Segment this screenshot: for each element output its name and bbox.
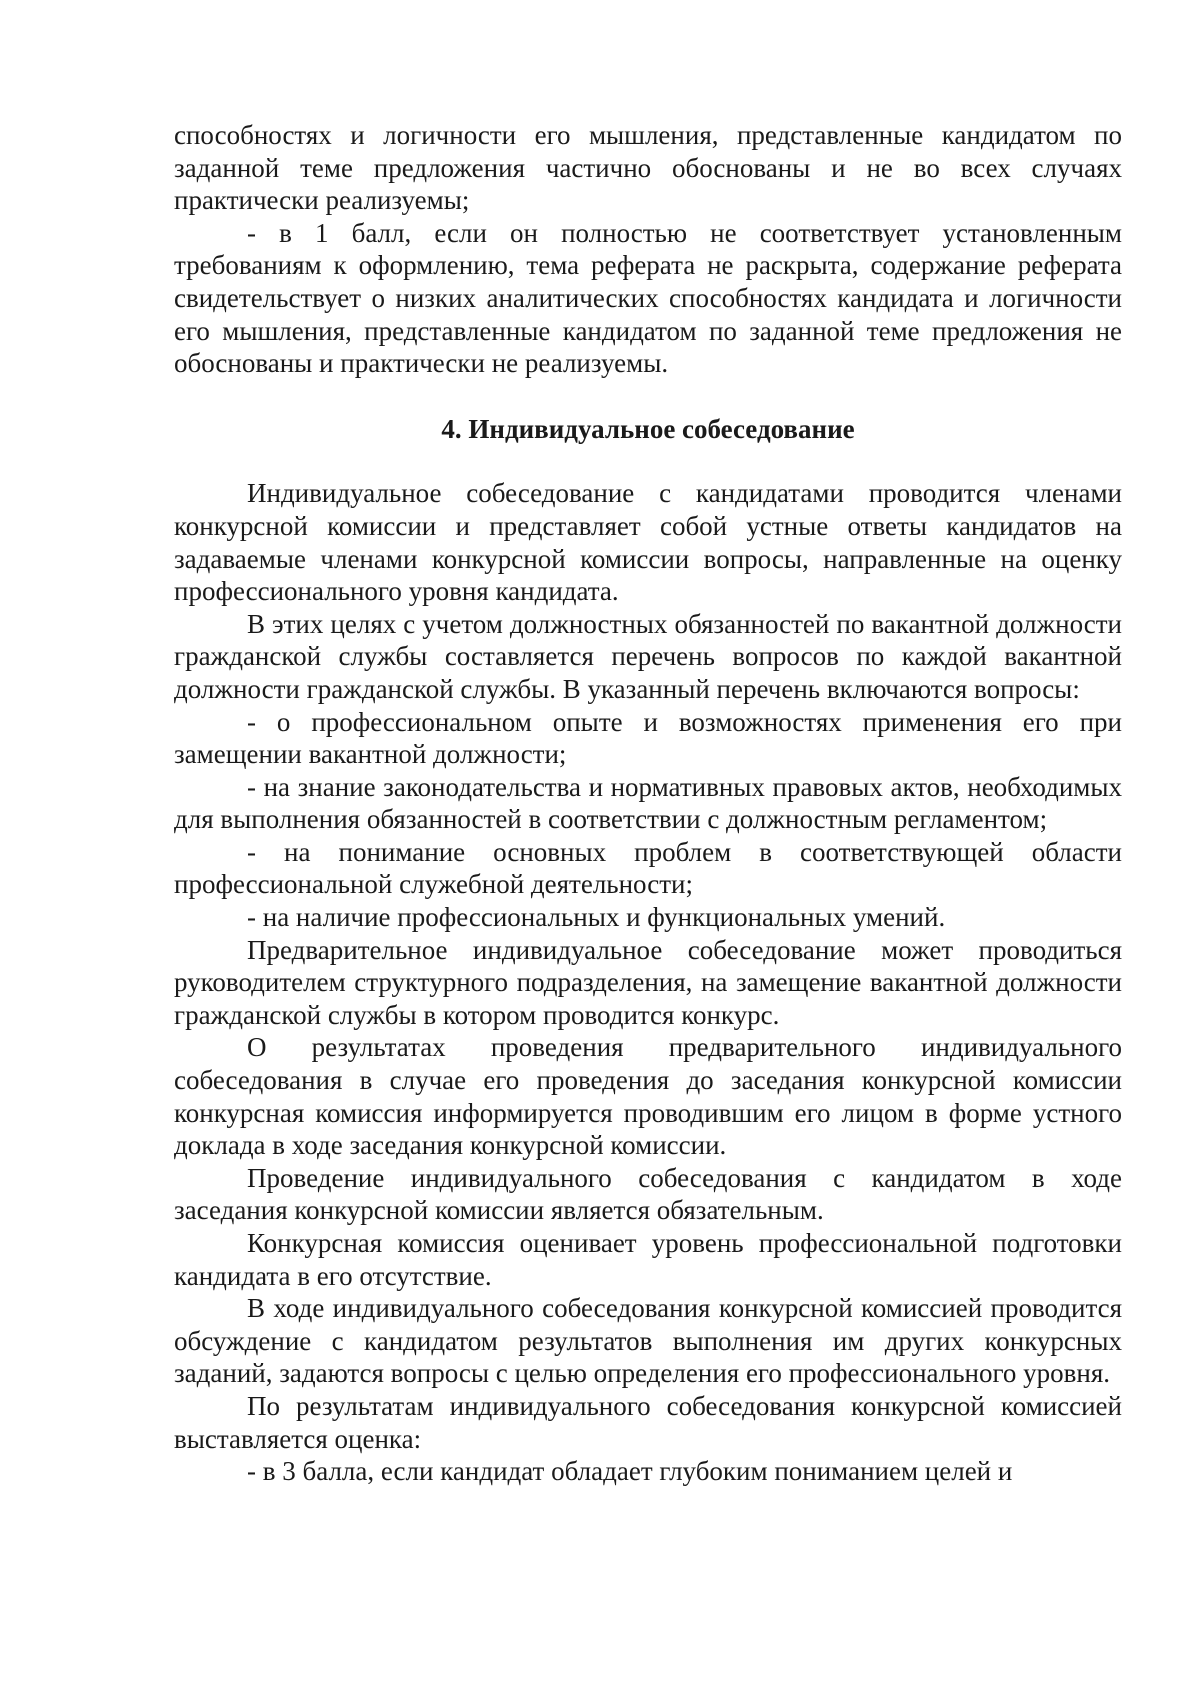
paragraph-continuation: способностях и логичности его мышления, представленные кандидатом по заданной теме предложения частично обоснованы и не во всех случаях практически реализуемы; <box>174 120 1122 216</box>
paragraph: Предварительное индивидуальное собеседование может проводиться руководителем структурного подразделения, на замещение вакантной должности гражданской службы в котором проводится конкурс. <box>174 934 1122 1030</box>
paragraph-score-1: - в 1 балл, если он полностью не соответствует установленным требованиям к оформлению, тема реферата не раскрыта, содержание реферата свидетельствует о низких аналитических способностях кандидата и логичности его мышления, представленные кандидатом по заданной теме предложения не обоснованы и практически не реализуемы. <box>174 217 1122 379</box>
list-item: - в 3 балла, если кандидат обладает глубоким пониманием целей и <box>247 1456 1013 1487</box>
paragraph: В ходе индивидуального собеседования конкурсной комиссией проводится обсуждение с кандидатом результатов выполнения им других конкурсных заданий, задаются вопросы с целью определения его профессионального уровня. <box>174 1293 1122 1389</box>
paragraph: По результатам индивидуального собеседования конкурсной комиссией выставляется оценка: <box>174 1390 1122 1454</box>
list-item: - на наличие профессиональных и функциональных умений. <box>247 902 946 933</box>
list-item: - на знание законодательства и нормативных правовых актов, необходимых для выполнения обязанностей в соответствии с должностным регламентом; <box>174 771 1122 835</box>
paragraph: Конкурсная комиссия оценивает уровень профессиональной подготовки кандидата в его отсутствие. <box>174 1228 1122 1291</box>
list-item: - на понимание основных проблем в соответствующей области профессиональной служебной деятельности; <box>174 836 1122 900</box>
section-heading: 4. Индивидуальное собеседование <box>441 413 855 444</box>
paragraph: Индивидуальное собеседование с кандидатами проводится членами конкурсной комиссии и представляет собой устные ответы кандидатов на задаваемые членами конкурсной комиссии вопросы, направленные на оценку профессионального уровня кандидата. <box>174 478 1122 607</box>
list-item: - о профессиональном опыте и возможностях применения его при замещении вакантной должности; <box>174 706 1122 770</box>
paragraph: В этих целях с учетом должностных обязанностей по вакантной должности гражданской службы составляется перечень вопросов по каждой вакантной должности гражданской службы. В указанный перечень включаются вопросы: <box>174 608 1122 704</box>
paragraph: О результатах проведения предварительного индивидуального собеседования в случае его проведения до заседания конкурсной комиссии конкурсная комиссия информируется проводившим его лицом в форме устного доклада в ходе заседания конкурсной комиссии. <box>174 1032 1122 1161</box>
paragraph: Проведение индивидуального собеседования с кандидатом в ходе заседания конкурсной комиссии является обязательным. <box>174 1162 1122 1226</box>
document-body <box>174 119 1122 1488</box>
